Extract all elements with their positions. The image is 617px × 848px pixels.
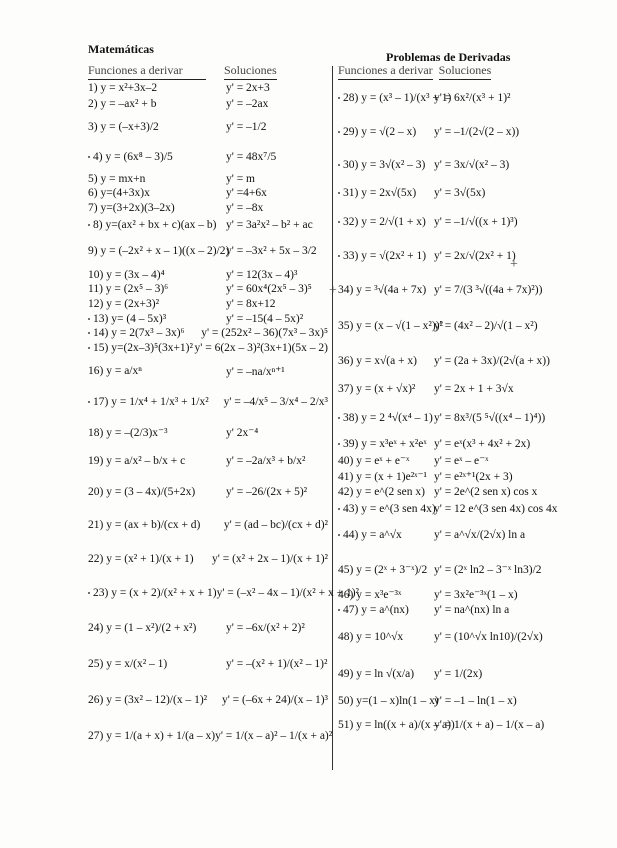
function-expression [338,668,434,680]
solution-expression: y' = 60x⁴(2x⁵ – 3)⁵ [226,283,312,295]
function-text: 5) y = mx+n [88,173,146,185]
solution-expression: y' = –15(4 – 5x)² [226,313,304,325]
function-expression [338,187,434,199]
problem-row [338,692,558,710]
problem-row [338,272,558,308]
function-expression [88,269,226,281]
function-expression [88,82,226,94]
solution-expression: y' = a^√x/(2√x) ln a [434,529,526,541]
function-expression [88,694,222,706]
problem-row [338,552,558,586]
function-expression [88,121,226,133]
bullet-mark [338,221,340,223]
function-text: 43) y = e^(3 sen 4x) [343,503,436,515]
function-text: 9) y = (–2x² + x – 1)((x – 2)/2) [88,245,230,257]
bullet-mark [88,401,90,403]
problem-row [88,508,328,542]
problem-row [88,234,328,268]
problem-row [88,268,328,282]
solution-expression: y' = m [226,173,256,185]
left-problem-column [88,62,359,754]
solution-expression: y' = (4x² – 2)/√(1 – x²) [434,320,538,332]
function-text: 20) y = (3 – 4x)/(5+2x) [88,486,196,498]
bullet-mark [338,417,340,419]
solution-expression: y' =4+6x [226,187,267,199]
problem-row [88,418,328,446]
solution-expression: y' = 2x/√(2x² + 1) [434,250,516,262]
problem-row [88,356,328,386]
solution-expression: y' = 2x + 1 + 3√x [434,383,514,395]
function-expression [338,486,434,498]
solution-expression: y' = –1/√((x + 1)³) [434,216,518,228]
solution-expression: y' = –2ax [226,98,269,110]
solution-expression: y' = –na/xⁿ⁺¹ [226,366,285,378]
function-expression [338,469,434,483]
bullet-mark [88,347,90,349]
function-expression [88,173,226,185]
function-text: 49) y = ln √(x/a) [338,668,415,680]
function-expression [338,719,455,731]
function-text: 44) y = a^√x [343,529,402,541]
function-expression [88,342,195,354]
bullet-mark [338,131,340,133]
problem-row [88,172,328,186]
function-text: 25) y = x/(x² – 1) [88,658,168,670]
right-column-header [338,62,558,80]
function-expression [88,587,217,599]
function-expression [338,320,443,332]
solution-expression: y' = (252x² – 36)(7x³ – 3x)⁵ [201,327,328,339]
problem-row [338,618,558,656]
right-problem-list [338,80,558,740]
function-expression [88,245,230,257]
solution-expression: y' = 6x²/(x³ + 1)² [434,92,511,104]
function-expression [338,438,434,450]
solution-expression: y' = –1/2 [226,121,267,133]
function-expression [338,383,434,395]
solution-expression: y' = 7/(3 ³√((4a + 7x)²)) [434,284,543,296]
function-text: 18) y = –(2/3)x⁻³ [88,427,168,439]
bullet-mark [338,164,340,166]
problem-row [88,282,328,296]
function-expression [88,396,224,408]
function-expression [338,453,434,467]
solution-expression: y' = 3x²e⁻³ˣ(1 – x) [434,589,518,601]
problem-row [338,500,558,518]
problem-row [338,116,558,148]
solution-expression: y' = 6(2x – 3)²(3x+1)(5x – 2) [194,342,328,354]
function-text: 32) y = 2/√(1 + x) [343,216,426,228]
function-expression [88,658,226,670]
function-expression [88,553,212,565]
problem-row [338,80,558,116]
function-expression [338,92,452,104]
function-text: 22) y = (x² + 1)/(x + 1) [88,553,194,565]
function-expression [88,283,226,295]
function-expression [338,529,434,541]
solution-expression: y' = 1/(x + a) – 1/(x – a) [434,719,545,731]
solution-expression: y' = (2ˣ ln2 – 3⁻ˣ ln3)/2 [434,564,542,576]
solutions-heading: Soluciones [224,62,277,80]
solution-expression: y' = –4/x⁵ – 3/x⁴ – 2/x³ [223,396,328,408]
solution-expression: y' = 2x+3 [226,82,270,94]
right-problem-column [338,62,558,740]
problem-row [88,476,328,508]
function-text: 23) y = (x + 2)/(x² + x + 1) [93,587,217,599]
solution-expression: y' = e²ˣ⁺¹(2x + 3) [434,471,513,483]
function-expression [88,202,226,214]
bullet-mark [88,592,90,594]
problem-row [338,602,558,618]
function-text: 14) y = 2(7x³ – 3x)⁶ [93,327,185,339]
left-problem-list [88,80,359,754]
function-text: 21) y = (ax + b)/(cx + d) [88,519,201,531]
function-expression [338,159,434,171]
function-text: 26) y = (3x² – 12)/(x – 1)² [88,694,208,706]
function-text: 28) y = (x³ – 1)/(x³ + 1) [343,92,452,104]
problem-row [88,216,328,234]
margin-plus-mark: + [329,283,337,298]
problem-row [88,446,328,476]
problem-row [338,656,558,692]
solution-expression: y' = na^(nx) ln a [434,604,510,616]
problem-row [338,468,558,484]
problem-row [88,542,328,576]
problem-row [88,386,328,418]
function-text: 10) y = (3x – 4)⁴ [88,269,165,281]
function-text: 50) y=(1 – x)ln(1 – x) [338,695,439,707]
problem-row [88,142,328,172]
function-expression [88,519,224,531]
solution-expression: y' = 1/(2x) [434,668,483,680]
problem-row [88,80,328,96]
function-text: 13) y= (4 – 5x)³ [93,313,167,325]
function-text: 30) y = 3√(x² – 3) [343,159,426,171]
bullet-mark [338,97,340,99]
function-text: 19) y = a/x² – b/x + c [88,455,186,467]
function-text: 6) y=(4+3x)x [88,187,150,199]
problem-row [338,586,558,602]
problem-row [338,182,558,204]
problem-row [338,378,558,400]
bullet-mark [338,534,340,536]
function-text: 24) y = (1 – x²)/(2 + x²) [88,622,197,634]
problem-row [88,296,328,312]
problem-row [88,340,328,356]
function-text: 17) y = 1/x⁴ + 1/x³ + 1/x² [93,396,209,408]
function-expression [338,216,434,228]
function-expression [88,151,226,163]
problem-row [338,452,558,468]
function-expression [338,562,434,576]
problem-row [88,576,359,610]
problem-row [88,312,328,326]
bullet-mark [338,443,340,445]
bullet-mark [338,609,340,611]
solutions-heading: Soluciones [439,62,492,80]
solution-expression: y' = –(x² + 1)/(x² – 1)² [226,658,328,670]
function-text: 45) y = (2ˣ + 3⁻ˣ)/2 [338,564,428,576]
left-column-header [88,62,328,80]
function-expression [88,298,226,310]
function-text: 3) y = (–x+3)/2 [88,121,159,133]
function-text: 16) y = a/xⁿ [88,365,142,377]
function-expression [88,486,226,498]
function-expression [338,284,434,296]
function-text: 8) y=(ax² + bx + c)(ax – b) [93,219,217,231]
problem-row [338,710,558,740]
function-expression [88,455,226,467]
solution-expression: y' = 1/(x – a)² – 1/(x + a)² [215,730,333,742]
function-text: 33) y = √(2x² + 1) [343,250,427,262]
problem-row [88,646,328,682]
function-text: 47) y = a^(nx) [343,604,409,616]
problem-row [338,204,558,240]
function-expression [88,622,226,634]
function-expression [338,695,439,707]
solution-expression: y' = eˣ – e⁻ˣ [434,455,489,467]
solution-expression: y' = –6x/(x² + 2)² [226,622,305,634]
problem-row [338,308,558,344]
solution-expression: y' = 2e^(2 sen x) cos x [434,486,538,498]
function-text: 34) y = ³√(4a + 7x) [338,284,427,296]
solution-expression: y' = eˣ(x³ + 4x² + 2x) [434,438,531,450]
function-text: 4) y = (6x⁸ – 3)/5 [93,151,173,163]
problem-row [88,682,328,718]
bullet-mark [338,192,340,194]
function-text: 12) y = (2x+3)² [88,298,160,310]
function-text: 35) y = (x – √(1 – x²))² [338,320,443,332]
function-expression [88,425,226,439]
problem-row [88,186,328,200]
problem-row [338,344,558,378]
function-text: 41) y = (x + 1)e²ˣ⁻¹ [338,471,427,483]
function-expression [338,126,434,138]
solution-expression: y' = 3a²x² – b² + ac [226,219,313,231]
worksheet-title: Problemas de Derivadas [386,50,511,64]
function-text: 37) y = (x + √x)² [338,383,416,395]
function-text: 36) y = x√(a + x) [338,355,418,367]
bullet-mark [88,318,90,320]
problem-row [338,436,558,452]
solution-expression: y' = –3x² + 5x – 3/2 [226,245,317,257]
solution-expression: y' = 8x³/(5 ⁵√((x⁴ – 1)⁴)) [434,412,546,424]
bullet-mark [338,255,340,257]
function-expression [88,365,226,377]
solution-expression: y' 2x⁻⁴ [226,427,259,439]
function-text: 40) y = eˣ + e⁻ˣ [338,455,410,467]
function-text: 15) y=(2x–3)⁵(3x+1)² [93,342,193,354]
solution-expression: y' = (x² + 2x – 1)/(x + 1)² [212,553,328,565]
function-expression [88,313,226,325]
problem-row [338,148,558,182]
function-text: 51) y = ln((x + a)/(x – a)) [338,719,455,731]
function-expression [338,587,434,601]
problem-row [88,96,328,112]
function-text: 11) y = (2x⁵ – 3)⁶ [88,283,169,295]
solution-expression: y' = (2a + 3x)/(2√(a + x)) [434,355,550,367]
function-expression [88,219,226,231]
problem-row [88,326,328,340]
problem-row [88,610,328,646]
function-text: 48) y = 10^√x [338,631,404,643]
margin-plus-mark: + [510,257,518,272]
functions-heading: Funciones a derivar [338,62,433,80]
function-text: 46) y = x³e⁻³ˣ [338,589,402,601]
function-expression [88,327,201,339]
function-expression [88,730,215,742]
problem-row [338,518,558,552]
function-text: 2) y = –ax² + b [88,98,157,110]
problem-row [88,200,328,216]
functions-heading: Funciones a derivar [88,62,206,80]
function-expression [338,355,434,367]
solution-expression: y' = (10^√x ln10)/(2√x) [434,631,543,643]
solution-expression: y' = –26/(2x + 5)² [226,486,308,498]
solution-expression: y' = –1 – ln(1 – x) [434,695,517,707]
function-text: 29) y = √(2 – x) [343,126,417,138]
solution-expression: y' = (–6x + 24)/(x – 1)³ [221,694,328,706]
bullet-mark [88,156,90,158]
function-expression [88,187,226,199]
bullet-mark [88,224,90,226]
function-expression [338,604,434,616]
function-text: 27) y = 1/(a + x) + 1/(a – x) [88,730,216,742]
problem-row [88,112,328,142]
function-expression [338,412,434,424]
function-text: 39) y = x³eˣ + x²eˣ [343,438,427,450]
function-text: 1) y = x²+3x–2 [88,82,158,94]
solution-expression: y' = 12 e^(3 sen 4x) cos 4x [434,503,558,515]
function-text: 38) y = 2 ⁴√(x⁴ – 1) [343,412,433,424]
bullet-mark [338,508,340,510]
solution-expression: y' = –8x [226,202,264,214]
solution-expression: y' = 3x/√(x² – 3) [434,159,510,171]
function-expression [88,98,226,110]
function-text: 7) y=(3+2x)(3–2x) [88,202,175,214]
solution-expression: y' = –1/(2√(2 – x)) [434,126,520,138]
solution-expression: y' = –2a/x³ + b/x² [226,455,306,467]
function-expression [338,503,434,515]
solution-expression: y' = 12(3x – 4)³ [226,269,298,281]
solution-expression: y' = 48x⁷/5 [226,151,277,163]
function-expression [338,631,434,643]
problem-row [338,240,558,272]
subject-title: Matemáticas [88,42,154,56]
function-expression [338,250,434,262]
bullet-mark [88,332,90,334]
solution-expression: y' = 8x+12 [226,298,276,310]
solution-expression: y' = 3√(5x) [434,187,486,199]
function-text: 31) y = 2x√(5x) [343,187,417,199]
problem-row [338,484,558,500]
solution-expression: y' = (ad – bc)/(cx + d)² [223,519,328,531]
solution-expression: y' = (–x² – 4x – 1)/(x² + x + 1)² [216,587,359,599]
function-text: 42) y = e^(2 sen x) [338,486,425,498]
problem-row [338,400,558,436]
column-divider [332,66,333,770]
problem-row [88,718,333,754]
